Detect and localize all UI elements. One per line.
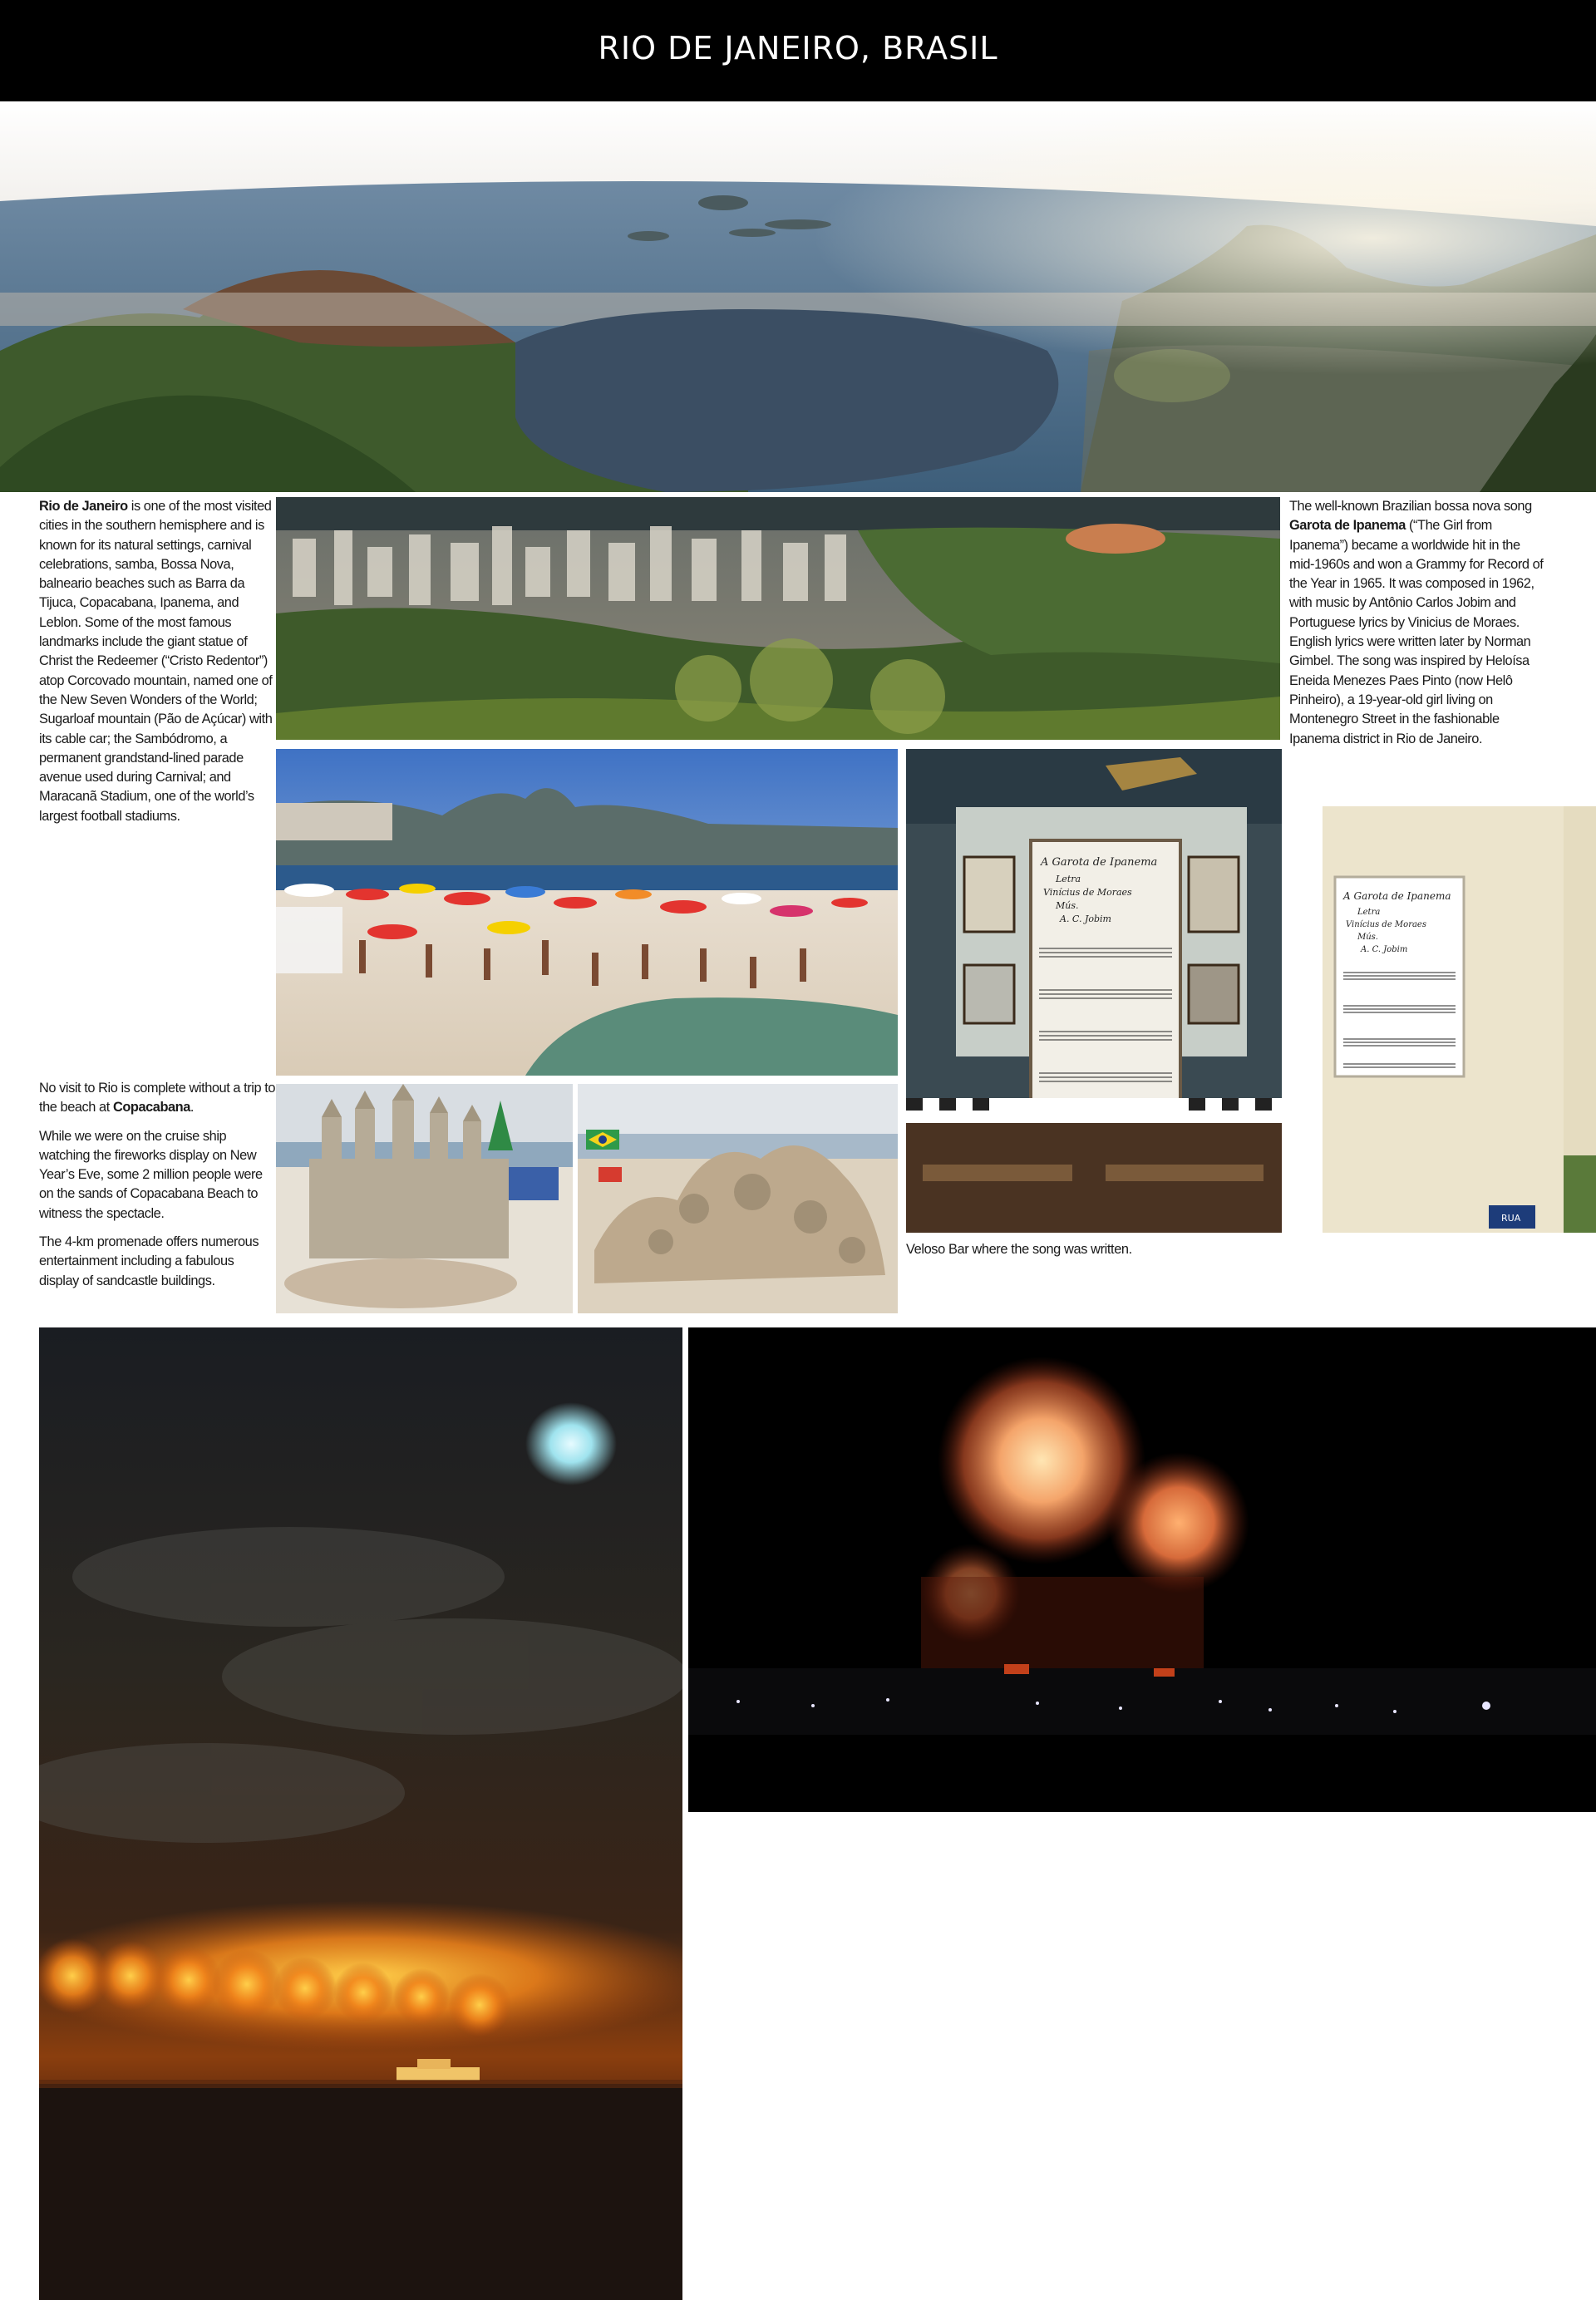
intro-paragraph — [39, 497, 276, 826]
ipanema-plaque-photo — [1289, 806, 1596, 1233]
sandcastle-photo-2 — [578, 1084, 898, 1313]
copacabana-paragraph-2: While we were on the cruise ship watching the fireworks display on New Year’s Eve, some 2 million people were on the sands of Copacabana Beach to witness the spectacle. — [39, 1128, 263, 1221]
night-fireworks-ship-photo — [39, 1327, 682, 2300]
aerial-city-photo — [276, 497, 1280, 740]
copacabana-paragraph-1 — [39, 1079, 276, 1118]
plaque-line3: Mús. — [1357, 933, 1378, 942]
veloso-plaque-line1: Letra — [1056, 874, 1081, 884]
veloso-plaque-line3: Mús. — [1056, 900, 1079, 911]
copacabana-bold: Copacabana — [112, 1100, 190, 1116]
intro-lead: Rio de Janeiro — [39, 499, 128, 514]
fireworks-photo — [688, 1327, 1596, 1812]
veloso-bar-photo — [906, 749, 1282, 1233]
plaque-line4: A. C. Jobim — [1361, 945, 1408, 954]
copacabana-paragraph-3: The 4-km promenade offers numerous entertainment including a fabulous display of sandcastle buildings. — [39, 1234, 259, 1288]
plaque-line1: Letra — [1357, 908, 1381, 917]
page-title: RIO DE JANEIRO, BRASIL — [598, 30, 998, 66]
intro-text — [39, 497, 276, 835]
sandcastle-photo-1 — [276, 1084, 573, 1313]
ipanema-paragraph — [1289, 497, 1547, 749]
veloso-plaque-title: A Garota de Ipanema — [1041, 856, 1158, 869]
ipanema-pre: The well-known Brazilian bossa nova song — [1289, 499, 1532, 514]
copacabana-text — [39, 1079, 276, 1300]
ipanema-text — [1289, 497, 1547, 758]
ipanema-post: (“The Girl from Ipanema”) became a worldwide hit in the mid-1960s and won a Grammy for Record of the Year in 1965. It was composed in 1962, with music by Antônio Carlos Jobim and Portuguese lyrics by Vinicius de Moraes. English lyrics were written later by Norman Gimbel. The song was inspired by Heloísa Eneida Menezes Paes Pinto (now Helô Pinheiro), a 19-year-old girl living on Montenegro Street in the fashionable Ipanema district in Rio de Janeiro. — [1289, 518, 1544, 746]
copacabana-p1-post: . — [190, 1100, 195, 1116]
plaque-title: A Garota de Ipanema — [1343, 890, 1451, 902]
veloso-plaque-line2: Vinícius de Moraes — [1043, 887, 1132, 898]
plaque-line2: Vinícius de Moraes — [1346, 920, 1426, 929]
panorama-photo — [0, 101, 1596, 492]
intro-body: is one of the most visited cities in the southern hemisphere and is known for its natural settings, carnival celebrations, samba, Bossa Nova, balneario beaches such as Barra da Tijuca, Copacabana, Ipanema, and Leblon. Some of the most famous landmarks include the giant statue of Christ the Redeemer (“Cristo Redentor”) atop Corcovado mountain, named one of the New Seven Wonders of the World; Sugarloaf mountain (Pão de Açúcar) with its cable car; the Sambódromo, a permanent grandstand-lined parade avenue used during Carnival; and Maracanã Stadium, one of the world’s largest football stadiums. — [39, 499, 273, 824]
street-sign: RUA — [1501, 1213, 1521, 1224]
veloso-plaque-line4: A. C. Jobim — [1060, 914, 1111, 924]
veloso-caption: Veloso Bar where the song was written. — [906, 1242, 1132, 1257]
page-header — [0, 0, 1596, 101]
copacabana-p1-pre: No visit to Rio is complete without a trip to the beach at — [39, 1081, 276, 1116]
copacabana-beach-photo — [276, 749, 898, 1076]
ipanema-song-title: Garota de Ipanema — [1289, 518, 1406, 534]
